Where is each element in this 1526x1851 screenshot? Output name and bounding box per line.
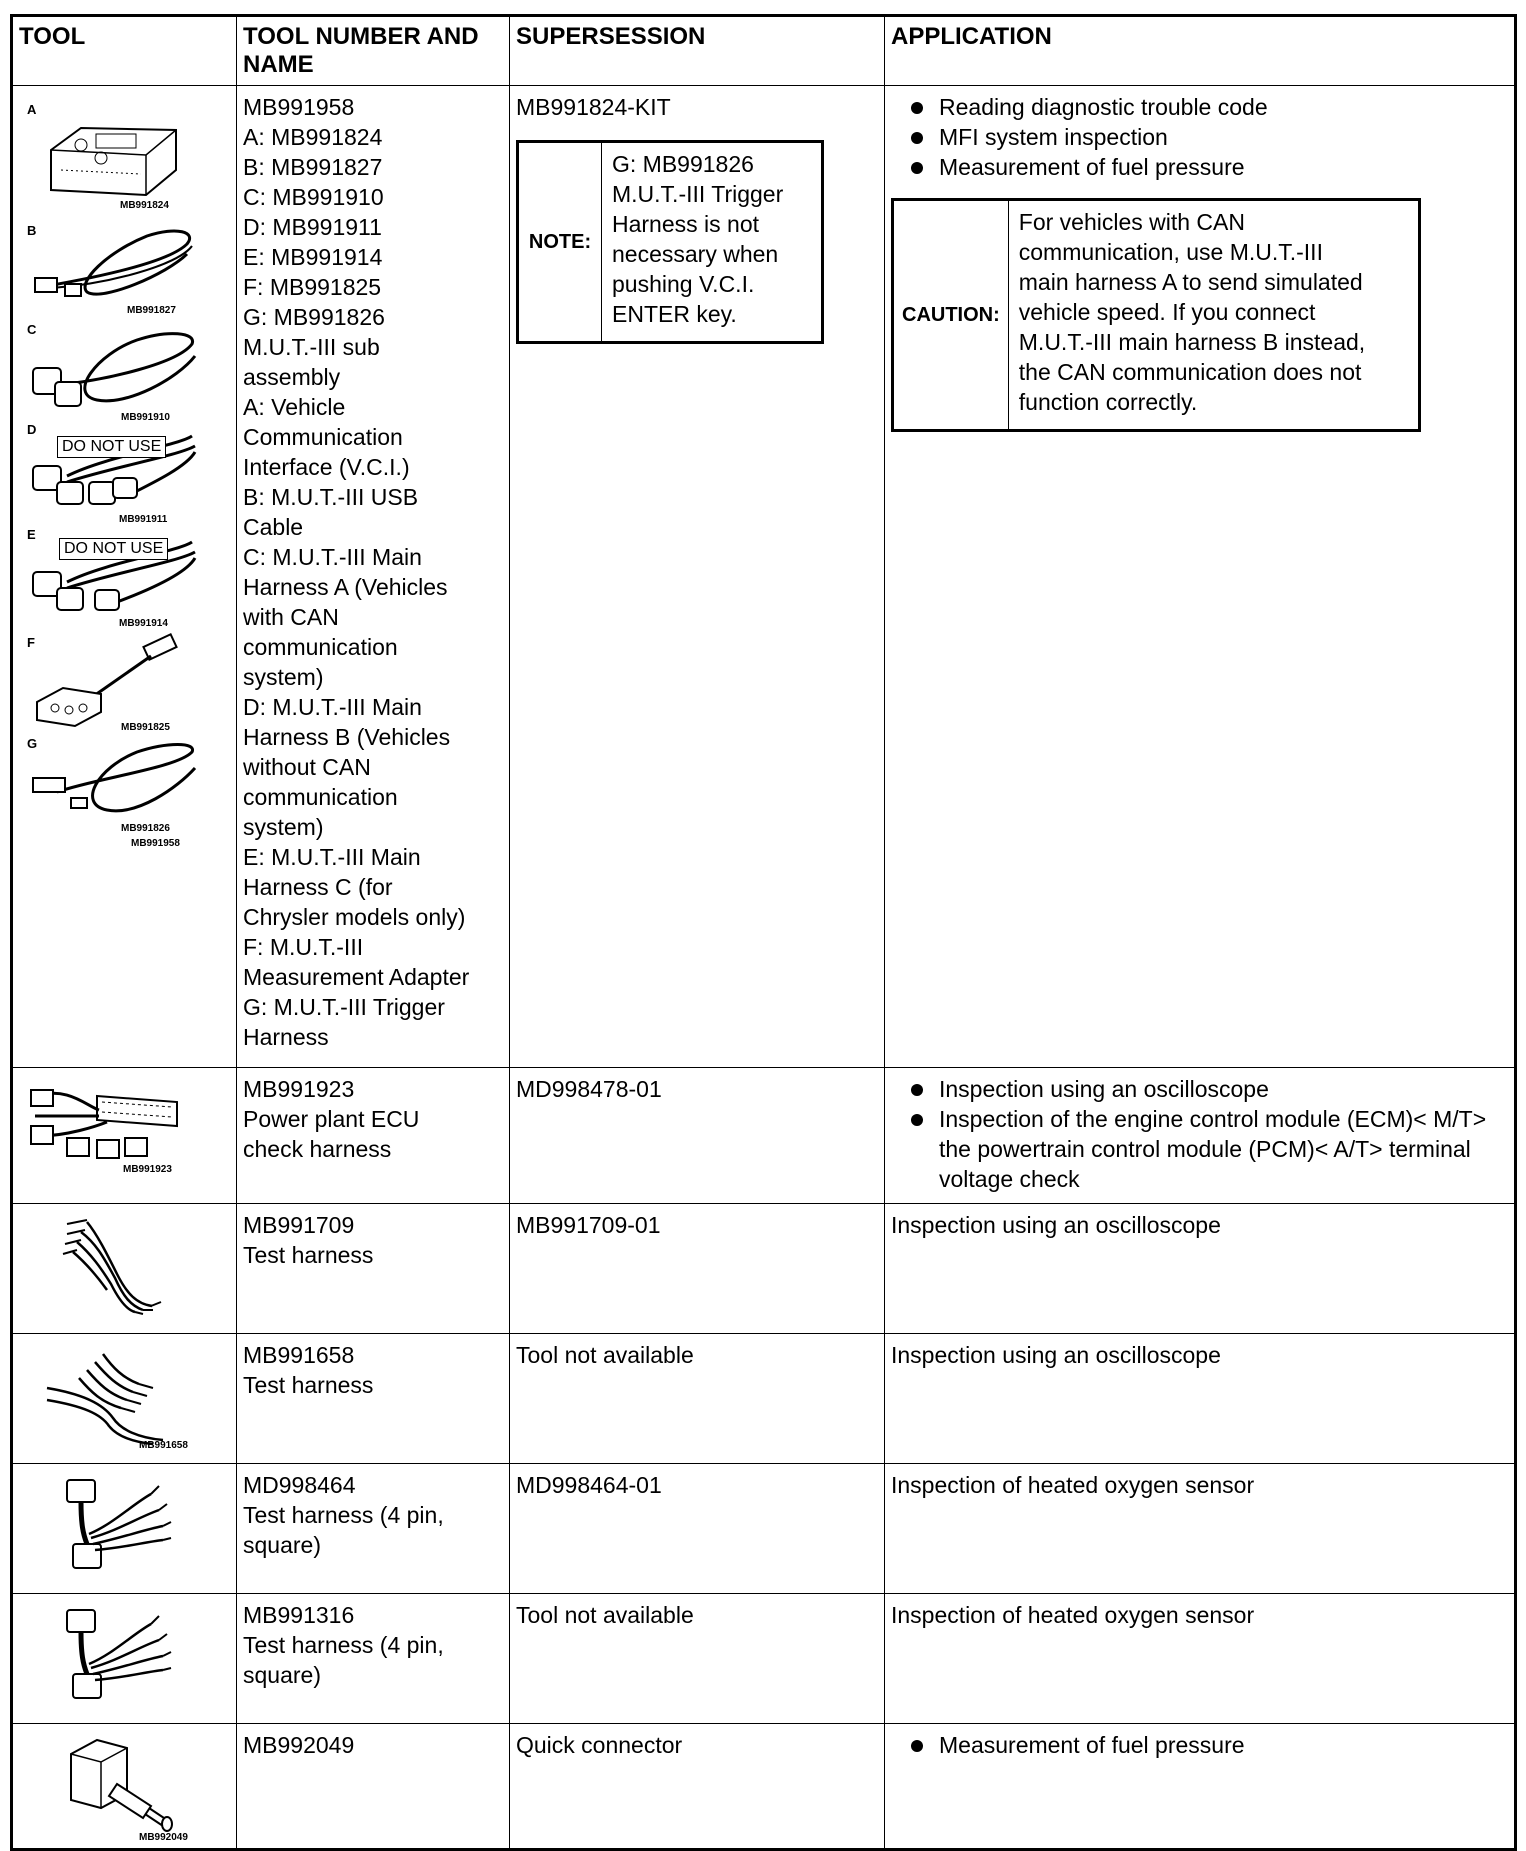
text-line: MB991923 <box>243 1076 355 1102</box>
part-letter: B <box>27 223 37 238</box>
application-text: Inspection using an oscilloscope <box>891 1342 1221 1368</box>
supersession-cell <box>510 1204 885 1334</box>
part-label: MB991958 <box>131 838 180 849</box>
tool-illustration-ecu-check-harness <box>12 1068 237 1204</box>
text-line: M.U.T.-III sub <box>243 334 380 360</box>
caution-text <box>1008 200 1419 431</box>
caution-label: CAUTION: <box>893 200 1009 431</box>
note-text <box>602 142 823 343</box>
text-line: MB991958 <box>243 94 355 120</box>
text-line: B: MB991827 <box>243 154 383 180</box>
text-line: Test harness (4 pin, <box>243 1632 444 1658</box>
supersession-value: Quick connector <box>516 1732 683 1758</box>
text-line: check harness <box>243 1136 392 1162</box>
supersession-cell <box>510 1068 885 1204</box>
application-cell <box>885 1334 1516 1464</box>
vci-unit-icon <box>41 110 181 200</box>
text-line: A: MB991824 <box>243 124 383 150</box>
text-line: MB992049 <box>243 1732 355 1758</box>
text-line: MB991316 <box>243 1602 355 1628</box>
text-line: M.U.T.-III main harness B instead, <box>1018 329 1366 355</box>
application-cell <box>885 1594 1516 1724</box>
table-row <box>12 1594 1516 1724</box>
text-line: F: M.U.T.-III <box>243 934 364 960</box>
text-line: pushing V.C.I. <box>612 271 755 297</box>
tool-number-cell <box>237 86 510 1068</box>
text-line: main harness A to send simulated <box>1018 269 1363 295</box>
text-line: communication, use M.U.T.-III <box>1018 239 1323 265</box>
text-line: necessary when <box>612 241 779 267</box>
part-label: MB991910 <box>121 412 170 423</box>
text-line: with CAN <box>243 604 339 630</box>
supersession-value: MB991824-KIT <box>516 94 671 120</box>
list-item: MFI system inspection <box>891 122 1508 152</box>
caution-box <box>891 198 1421 432</box>
ecu-check-harness-icon <box>27 1076 187 1166</box>
text-line: Harness is not <box>612 211 760 237</box>
do-not-use-label: DO NOT USE <box>59 538 168 560</box>
text-line: ENTER key. <box>612 301 737 327</box>
text-line: C: M.U.T.-III Main <box>243 544 422 570</box>
table-row <box>12 1724 1516 1850</box>
list-item: Measurement of fuel pressure <box>891 1730 1508 1760</box>
list-item: Inspection using an oscilloscope <box>891 1074 1508 1104</box>
tool-illustration-mut3-kit <box>12 86 237 1068</box>
text-line: system) <box>243 814 324 840</box>
application-cell <box>885 1724 1516 1850</box>
list-item: Inspection of the engine control module (ECM)< M/T> the powertrain control module (PCM)< A/T> terminal voltage check <box>891 1104 1508 1194</box>
text-line: without CAN <box>243 754 371 780</box>
tool-illustration-test-harness <box>12 1334 237 1464</box>
text-line: A: Vehicle <box>243 394 346 420</box>
table-row <box>12 1204 1516 1334</box>
application-list <box>891 92 1508 182</box>
text-line: Cable <box>243 514 304 540</box>
application-cell <box>885 1204 1516 1334</box>
application-list <box>891 1074 1508 1194</box>
supersession-value: MD998478-01 <box>516 1076 662 1102</box>
text-line: assembly <box>243 364 341 390</box>
part-label: MB991826 <box>121 823 170 834</box>
supersession-cell <box>510 86 885 1068</box>
text-line: Harness B (Vehicles <box>243 724 451 750</box>
list-item: Measurement of fuel pressure <box>891 152 1508 182</box>
application-cell <box>885 1068 1516 1204</box>
text-line: MB991658 <box>243 1342 355 1368</box>
tool-number-cell <box>237 1594 510 1724</box>
supersession-cell <box>510 1464 885 1594</box>
table-row <box>12 1334 1516 1464</box>
tool-number-cell <box>237 1464 510 1594</box>
part-label: MB991911 <box>119 514 168 525</box>
text-line: square) <box>243 1532 321 1558</box>
note-box <box>516 140 824 344</box>
header-tool: TOOL <box>12 16 237 86</box>
tool-number-cell <box>237 1724 510 1850</box>
text-line: Test harness <box>243 1372 374 1398</box>
application-text: Inspection using an oscilloscope <box>891 1212 1221 1238</box>
text-line: B: M.U.T.-III USB <box>243 484 419 510</box>
text-line: Harness <box>243 1024 329 1050</box>
part-letter: F <box>27 635 35 650</box>
text-line: system) <box>243 664 324 690</box>
test-harness-icon <box>43 1348 173 1444</box>
text-line: Test harness <box>243 1242 374 1268</box>
part-letter: G <box>27 736 38 751</box>
table-row <box>12 86 1516 1068</box>
part-label: MB991914 <box>119 618 168 629</box>
application-text: Inspection of heated oxygen sensor <box>891 1472 1255 1498</box>
text-line: MB991709 <box>243 1212 355 1238</box>
test-harness-icon <box>57 1214 167 1314</box>
supersession-cell <box>510 1724 885 1850</box>
part-label: MB991923 <box>123 1164 172 1175</box>
text-line: communication <box>243 634 398 660</box>
tool-illustration-oxygen-sensor-harness <box>12 1594 237 1724</box>
supersession-value: MB991709-01 <box>516 1212 661 1238</box>
part-letter: A <box>27 102 37 117</box>
text-line: square) <box>243 1662 321 1688</box>
do-not-use-label: DO NOT USE <box>57 436 166 458</box>
text-line: D: MB991911 <box>243 214 382 240</box>
text-line: G: MB991826 <box>612 151 754 177</box>
application-text: Inspection of heated oxygen sensor <box>891 1602 1255 1628</box>
trigger-harness-icon <box>27 738 197 824</box>
text-line: E: MB991914 <box>243 244 383 270</box>
part-label: MB992049 <box>139 1832 188 1843</box>
text-line: Harness C (for <box>243 874 393 900</box>
text-line: D: M.U.T.-III Main <box>243 694 422 720</box>
part-label: MB991827 <box>127 305 176 316</box>
text-line: Test harness (4 pin, <box>243 1502 444 1528</box>
part-label: MB991825 <box>121 722 170 733</box>
usb-cable-icon <box>27 224 197 304</box>
application-list <box>891 1730 1508 1760</box>
text-line: MD998464 <box>243 1472 356 1498</box>
application-cell <box>885 1464 1516 1594</box>
tool-number-cell <box>237 1334 510 1464</box>
header-supersession: SUPERSESSION <box>510 16 885 86</box>
supersession-cell <box>510 1594 885 1724</box>
text-line: the CAN communication does not <box>1018 359 1362 385</box>
text-line: G: MB991826 <box>243 304 385 330</box>
table-row <box>12 1464 1516 1594</box>
note-label: NOTE: <box>518 142 602 343</box>
measurement-adapter-icon <box>33 638 183 728</box>
part-letter: C <box>27 322 37 337</box>
supersession-value: Tool not available <box>516 1602 694 1628</box>
part-letter: D <box>27 422 37 437</box>
main-harness-a-icon <box>27 324 197 414</box>
part-letter: E <box>27 527 36 542</box>
part-label: MB991824 <box>120 200 169 211</box>
text-line: Harness A (Vehicles <box>243 574 448 600</box>
special-tools-table <box>10 14 1517 1851</box>
text-line: G: M.U.T.-III Trigger <box>243 994 445 1020</box>
tool-illustration-oxygen-sensor-harness <box>12 1464 237 1594</box>
text-line: For vehicles with CAN <box>1018 209 1245 235</box>
oxygen-sensor-harness-icon <box>63 1604 173 1708</box>
header-tool-number-and-name: TOOL NUMBER AND NAME <box>237 16 510 86</box>
text-line: M.U.T.-III Trigger <box>612 181 784 207</box>
oxygen-sensor-harness-icon <box>63 1474 173 1578</box>
tool-number-cell <box>237 1068 510 1204</box>
part-label: MB991658 <box>139 1440 188 1451</box>
text-line: vehicle speed. If you connect <box>1018 299 1316 325</box>
table-row <box>12 1068 1516 1204</box>
text-line: Interface (V.C.I.) <box>243 454 410 480</box>
header-application: APPLICATION <box>885 16 1516 86</box>
text-line: Measurement Adapter <box>243 964 470 990</box>
text-line: communication <box>243 784 398 810</box>
text-line: F: MB991825 <box>243 274 382 300</box>
text-line: C: MB991910 <box>243 184 384 210</box>
text-line: Communication <box>243 424 403 450</box>
tool-number-cell <box>237 1204 510 1334</box>
list-item: Reading diagnostic trouble code <box>891 92 1508 122</box>
text-line: function correctly. <box>1018 389 1198 415</box>
supersession-value: MD998464-01 <box>516 1472 662 1498</box>
text-line: Power plant ECU <box>243 1106 420 1132</box>
supersession-value: Tool not available <box>516 1342 694 1368</box>
application-cell <box>885 86 1516 1068</box>
quick-connector-icon <box>67 1734 187 1830</box>
tool-illustration-test-harness <box>12 1204 237 1334</box>
supersession-cell <box>510 1334 885 1464</box>
tool-illustration-quick-connector <box>12 1724 237 1850</box>
text-line: E: M.U.T.-III Main <box>243 844 421 870</box>
header-row <box>12 16 1516 86</box>
text-line: Chrysler models only) <box>243 904 466 930</box>
